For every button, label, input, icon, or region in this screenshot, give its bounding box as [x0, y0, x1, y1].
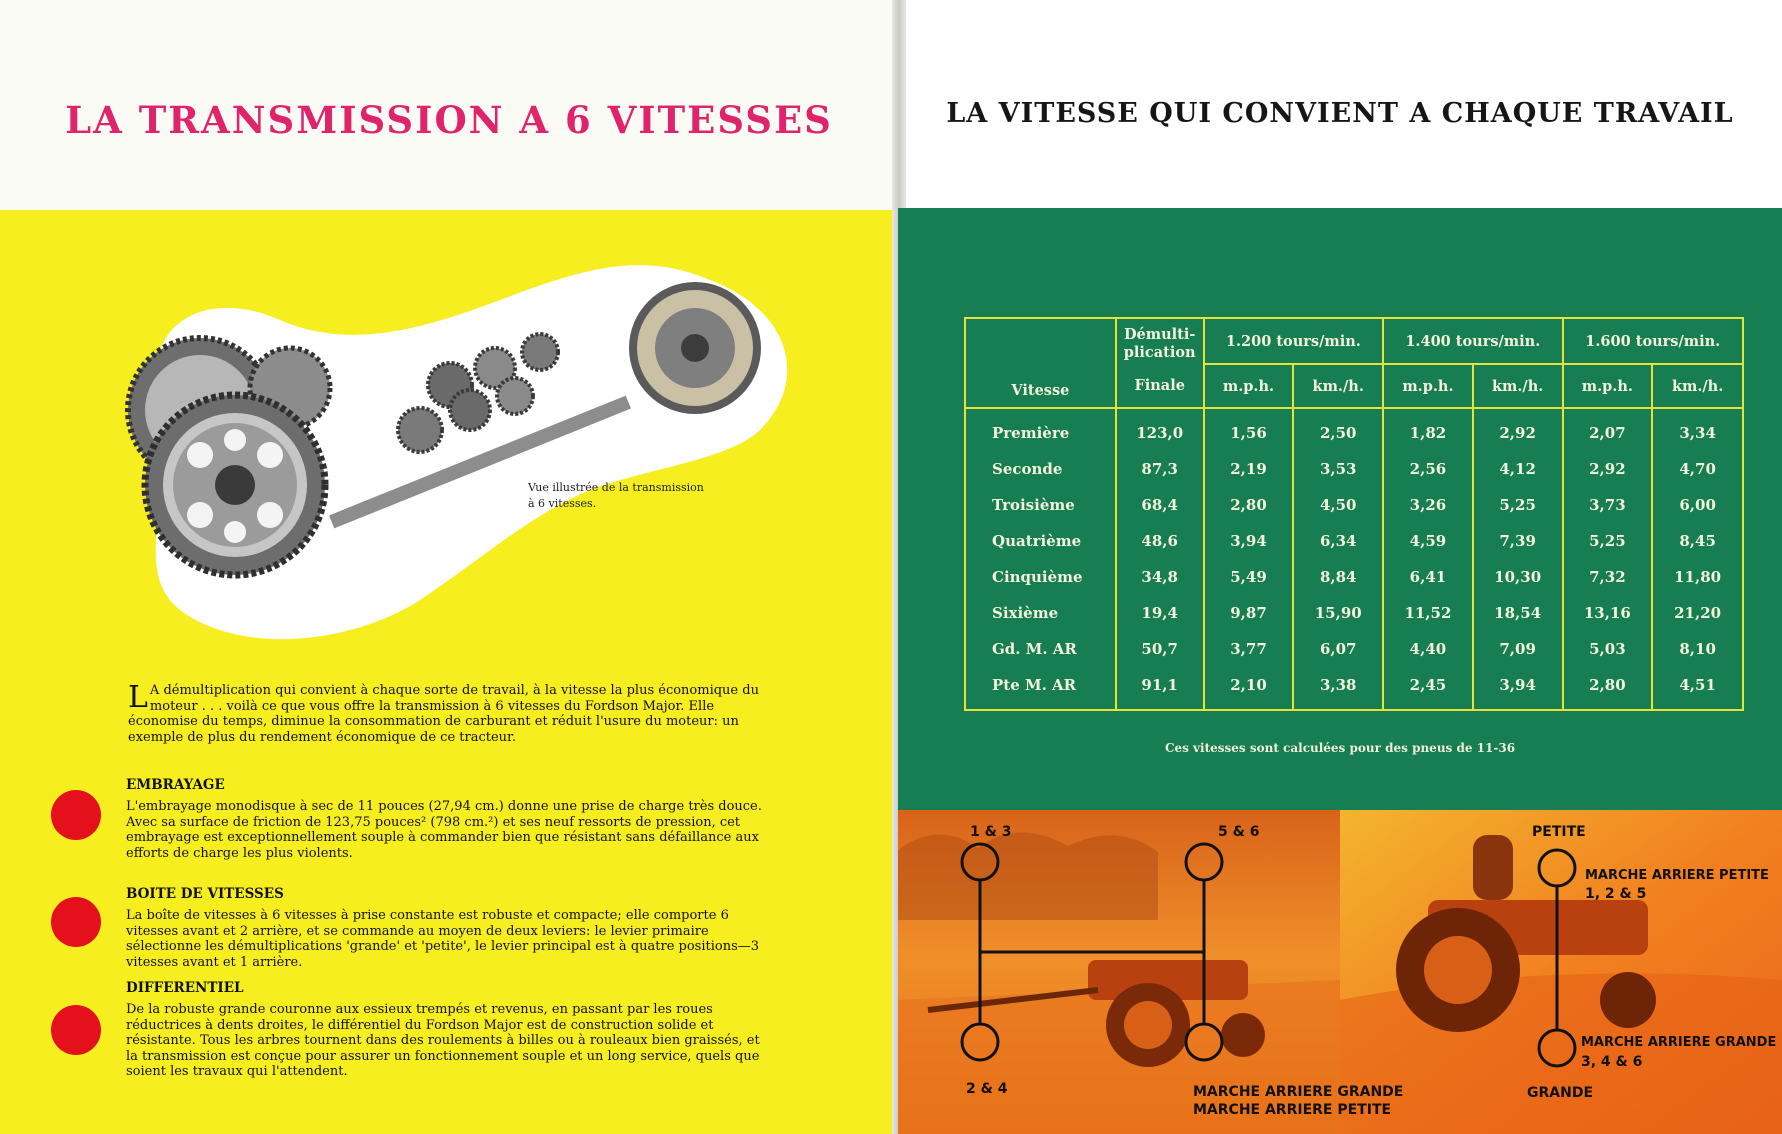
tree-line	[898, 832, 1158, 920]
header-demult-line-1: Démulti-	[1123, 326, 1196, 343]
cell-mph: 7,32	[1563, 559, 1653, 595]
table-row	[965, 631, 1743, 667]
label-reverse-grande: MARCHE ARRIERE GRANDE	[1193, 1084, 1404, 1100]
section-title: EMBRAYAGE	[126, 777, 225, 793]
cell-mph: 5,49	[1204, 559, 1294, 595]
right-page-title: LA VITESSE QUI CONVIENT A CHAQUE TRAVAIL	[946, 98, 1734, 129]
transmission-illustration	[120, 260, 820, 650]
cell-ratio: 87,3	[1116, 451, 1204, 487]
cell-mph: 4,40	[1383, 631, 1473, 667]
cell-mph: 1,56	[1204, 408, 1294, 451]
cell-kmh: 4,70	[1652, 451, 1743, 487]
tyre-footnote: Ces vitesses sont calculées pour des pneus de 11-36	[1164, 741, 1516, 755]
caption-line-2: à 6 vitesses.	[528, 497, 597, 510]
red-bullet-icon	[51, 1005, 101, 1055]
header-mph: m.p.h.	[1204, 364, 1294, 408]
cell-mph: 5,25	[1563, 523, 1653, 559]
table-row	[965, 523, 1743, 559]
header-kmh: km./h.	[1652, 364, 1743, 408]
intro-paragraph	[128, 680, 768, 745]
cell-kmh: 8,10	[1652, 631, 1743, 667]
cell-mph: 11,52	[1383, 595, 1473, 631]
cell-vitesse: Première	[965, 408, 1116, 451]
cell-mph: 2,80	[1204, 487, 1294, 523]
cell-mph: 2,80	[1563, 667, 1653, 710]
label-gear-2-4: 2 & 4	[966, 1081, 1008, 1097]
cell-ratio: 50,7	[1116, 631, 1204, 667]
cell-mph: 4,59	[1383, 523, 1473, 559]
speed-table-body	[965, 408, 1743, 710]
cell-vitesse: Quatrième	[965, 523, 1116, 559]
table-row	[965, 487, 1743, 523]
cell-kmh: 7,39	[1473, 523, 1563, 559]
section-body: L'embrayage monodisque à sec de 11 pouces (27,94 cm.) donne une prise de charge très douce. Avec sa surface de friction de 123,75 pouces² (798 cm.²) et ses neuf ressorts de pression, cet embrayage est exceptionnellement souple à commander bien que résistant sans défaillance aux efforts de charge les plus violents.	[126, 799, 762, 861]
section-body: La boîte de vitesses à 6 vitesses à prise constante est robuste et compacte; elle comporte 6 vitesses avant et 2 arrière, et se commande au moyen de deux leviers: le levier primaire sélectionne les démultiplications 'grande' et 'petite', le levier principal est à quatre positions—3 vitesses avant et 1 arrière.	[126, 908, 760, 970]
cell-mph: 3,73	[1563, 487, 1653, 523]
cell-mph: 5,03	[1563, 631, 1653, 667]
cell-kmh: 2,50	[1293, 408, 1383, 451]
section-embrayage	[126, 777, 766, 861]
table-row	[965, 451, 1743, 487]
section-differentiel	[126, 980, 766, 1080]
cell-mph: 2,45	[1383, 667, 1473, 710]
table-row	[965, 667, 1743, 710]
cell-mph: 13,16	[1563, 595, 1653, 631]
cell-ratio: 68,4	[1116, 487, 1204, 523]
cell-mph: 1,82	[1383, 408, 1473, 451]
cell-mph: 2,10	[1204, 667, 1294, 710]
cell-kmh: 21,20	[1652, 595, 1743, 631]
cell-vitesse: Cinquième	[965, 559, 1116, 595]
table-row	[965, 408, 1743, 451]
speed-table	[964, 317, 1744, 711]
table-row	[965, 595, 1743, 631]
caption-line-1: Vue illustrée de la transmission	[528, 481, 704, 494]
cell-vitesse: Sixième	[965, 595, 1116, 631]
cell-mph: 6,41	[1383, 559, 1473, 595]
cell-kmh: 6,00	[1652, 487, 1743, 523]
label-range-1-2-5: 1, 2 & 5	[1585, 886, 1647, 902]
section-title: BOITE DE VITESSES	[126, 886, 284, 902]
header-rpm-1200: 1.200 tours/min.	[1204, 318, 1383, 364]
section-title: DIFFERENTIEL	[126, 980, 244, 996]
red-bullet-icon	[51, 790, 101, 840]
cell-mph: 2,19	[1204, 451, 1294, 487]
left-page-title: LA TRANSMISSION A 6 VITESSES	[65, 98, 833, 142]
table-row	[965, 559, 1743, 595]
cell-kmh: 15,90	[1293, 595, 1383, 631]
cell-ratio: 19,4	[1116, 595, 1204, 631]
header-demult-finale: Finale	[1116, 364, 1204, 408]
header-mph: m.p.h.	[1383, 364, 1473, 408]
label-reverse-petite: MARCHE ARRIERE PETITE	[1193, 1102, 1392, 1118]
cell-kmh: 4,51	[1652, 667, 1743, 710]
cell-kmh: 11,80	[1652, 559, 1743, 595]
cell-kmh: 4,50	[1293, 487, 1383, 523]
header-mph: m.p.h.	[1563, 364, 1653, 408]
cell-kmh: 5,25	[1473, 487, 1563, 523]
cell-mph: 9,87	[1204, 595, 1294, 631]
label-range-rev-grande: MARCHE ARRIERE GRANDE	[1581, 1035, 1777, 1050]
cell-ratio: 123,0	[1116, 408, 1204, 451]
cell-kmh: 4,12	[1473, 451, 1563, 487]
cell-kmh: 3,38	[1293, 667, 1383, 710]
cell-mph: 3,94	[1204, 523, 1294, 559]
cell-kmh: 8,84	[1293, 559, 1383, 595]
header-kmh: km./h.	[1473, 364, 1563, 408]
section-body: De la robuste grande couronne aux essieux trempés et revenus, en passant par les roues réductrices à dents droites, le différentiel du Fordson Major est de construction solide et résistante. Tous les arbres tournent dans des roulements à billes ou à rouleaux bien graissés, et la transmission est conçue pour assurer un fonctionnement souple et un long service, quels que soient les travaux qui l'attendent.	[126, 1002, 760, 1079]
cell-vitesse: Pte M. AR	[965, 667, 1116, 710]
header-rpm-1400: 1.400 tours/min.	[1383, 318, 1562, 364]
header-kmh: km./h.	[1293, 364, 1383, 408]
cell-ratio: 48,6	[1116, 523, 1204, 559]
cell-kmh: 7,09	[1473, 631, 1563, 667]
cell-vitesse: Troisième	[965, 487, 1116, 523]
cell-kmh: 3,34	[1652, 408, 1743, 451]
header-vitesse: Vitesse	[965, 318, 1116, 408]
cell-ratio: 91,1	[1116, 667, 1204, 710]
label-range-petite: PETITE	[1532, 824, 1586, 840]
cell-vitesse: Gd. M. AR	[965, 631, 1116, 667]
header-demult-line-2: plication	[1123, 344, 1196, 361]
label-range-rev-petite: MARCHE ARRIERE PETITE	[1585, 868, 1769, 883]
cell-kmh: 10,30	[1473, 559, 1563, 595]
cell-mph: 2,56	[1383, 451, 1473, 487]
label-gear-5-6: 5 & 6	[1218, 824, 1260, 840]
cell-mph: 3,77	[1204, 631, 1294, 667]
header-rpm-1600: 1.600 tours/min.	[1563, 318, 1743, 364]
cell-kmh: 3,94	[1473, 667, 1563, 710]
label-gear-1-3: 1 & 3	[970, 824, 1012, 840]
cell-mph: 2,92	[1563, 451, 1653, 487]
illustration-caption	[528, 480, 718, 512]
cell-kmh: 6,34	[1293, 523, 1383, 559]
cell-kmh: 2,92	[1473, 408, 1563, 451]
label-range-grande: GRANDE	[1527, 1085, 1594, 1101]
cell-kmh: 18,54	[1473, 595, 1563, 631]
cell-ratio: 34,8	[1116, 559, 1204, 595]
cell-vitesse: Seconde	[965, 451, 1116, 487]
clutch-assembly-icon	[629, 282, 761, 414]
red-bullet-icon	[51, 897, 101, 947]
cell-kmh: 6,07	[1293, 631, 1383, 667]
label-range-3-4-6: 3, 4 & 6	[1581, 1054, 1643, 1070]
differential-gear-icon	[145, 395, 325, 575]
section-boite-de-vitesses	[126, 886, 766, 970]
intro-dropcap: L	[128, 680, 148, 715]
intro-text: A démultiplication qui convient à chaque sorte de travail, à la vitesse la plus économique du moteur . . . voilà ce que vous offre la transmission à 6 vitesses du Fordson Major. Elle économise du temps, diminue la consommation de carburant et réduit l'usure du moteur: un exemple de plus du rendement économique de ce tracteur.	[128, 683, 759, 745]
cell-kmh: 8,45	[1652, 523, 1743, 559]
cell-mph: 2,07	[1563, 408, 1653, 451]
header-demultiplication	[1116, 318, 1204, 364]
cell-mph: 3,26	[1383, 487, 1473, 523]
cell-kmh: 3,53	[1293, 451, 1383, 487]
